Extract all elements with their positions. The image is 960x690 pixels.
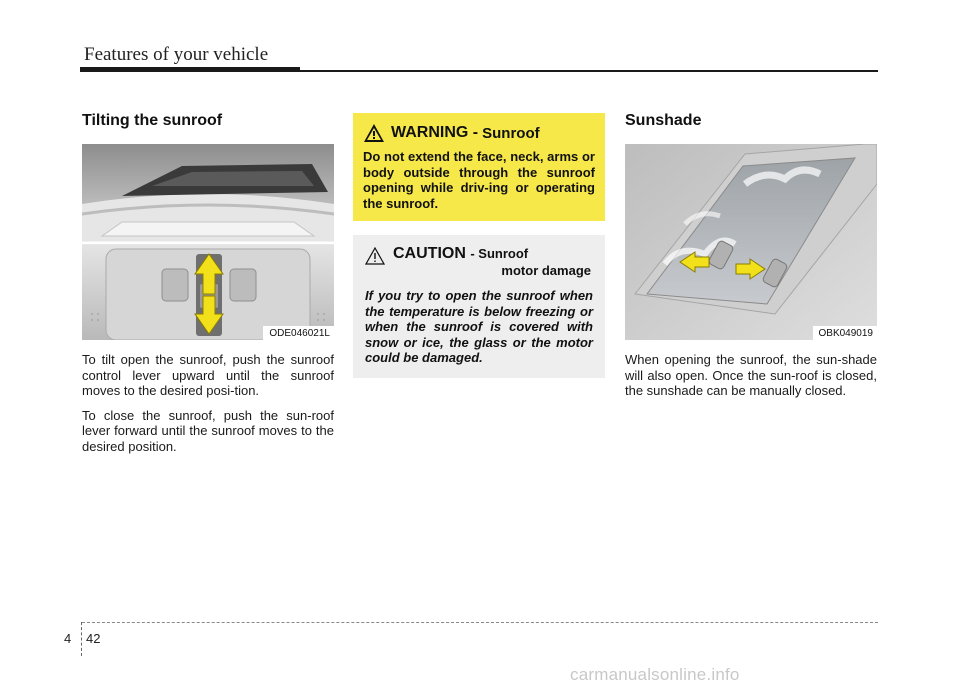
tilt-open-paragraph: To tilt open the sunroof, push the sunroof control lever upward until the sunroof moves to the desired posi-tion. [82, 352, 334, 398]
header-title: Features of your vehicle [84, 44, 269, 65]
figure-code: ODE046021L [263, 326, 334, 340]
caution-text: If you try to open the sunroof when the temperature is below freezing or when the sunroof is covered with snow or ice, the glass or the motor could be damaged. [365, 288, 593, 365]
warning-box [353, 113, 605, 221]
caution-triangle-icon [365, 247, 385, 265]
left-column [82, 112, 334, 463]
watermark: carmanualsonline.info [570, 665, 740, 684]
footer-separator [81, 622, 82, 656]
header-rule-thin [300, 70, 878, 72]
sunshade-illustration [625, 144, 877, 340]
tilt-close-paragraph: To close the sunroof, push the sun-roof lever forward until the sunroof moves to the desired position. [82, 407, 334, 454]
caution-title: CAUTION [393, 245, 466, 262]
right-column [625, 112, 877, 408]
caution-box [353, 235, 605, 378]
sunroof-tilt-figure [82, 144, 334, 340]
footer-divider [82, 622, 878, 623]
sunshade-figure [625, 144, 877, 340]
figure-code: OBK049019 [813, 326, 878, 340]
caution-subtitle-1: - Sunroof [470, 246, 529, 261]
warning-text: Do not extend the face, neck, arms or body outside through the sunroof opening while driv-ing or operating the sunroof. [363, 149, 595, 211]
sunshade-heading: Sunshade [625, 112, 702, 129]
header-rule-thick [80, 67, 300, 72]
sunroof-tilt-illustration [82, 144, 334, 340]
caution-subtitle-2: motor damage [501, 263, 591, 278]
warning-title: WARNING - [391, 124, 479, 141]
tilting-heading: Tilting the sunroof [82, 112, 223, 129]
middle-column [353, 113, 605, 378]
warning-subtitle: Sunroof [482, 124, 540, 142]
sunshade-paragraph: When opening the sunroof, the sun-shade will also open. Once the sun-roof is closed, the sunshade can be manually closed. [625, 352, 877, 398]
page-number: 42 [86, 631, 101, 646]
chapter-number: 4 [64, 631, 72, 646]
warning-triangle-icon [363, 123, 385, 143]
